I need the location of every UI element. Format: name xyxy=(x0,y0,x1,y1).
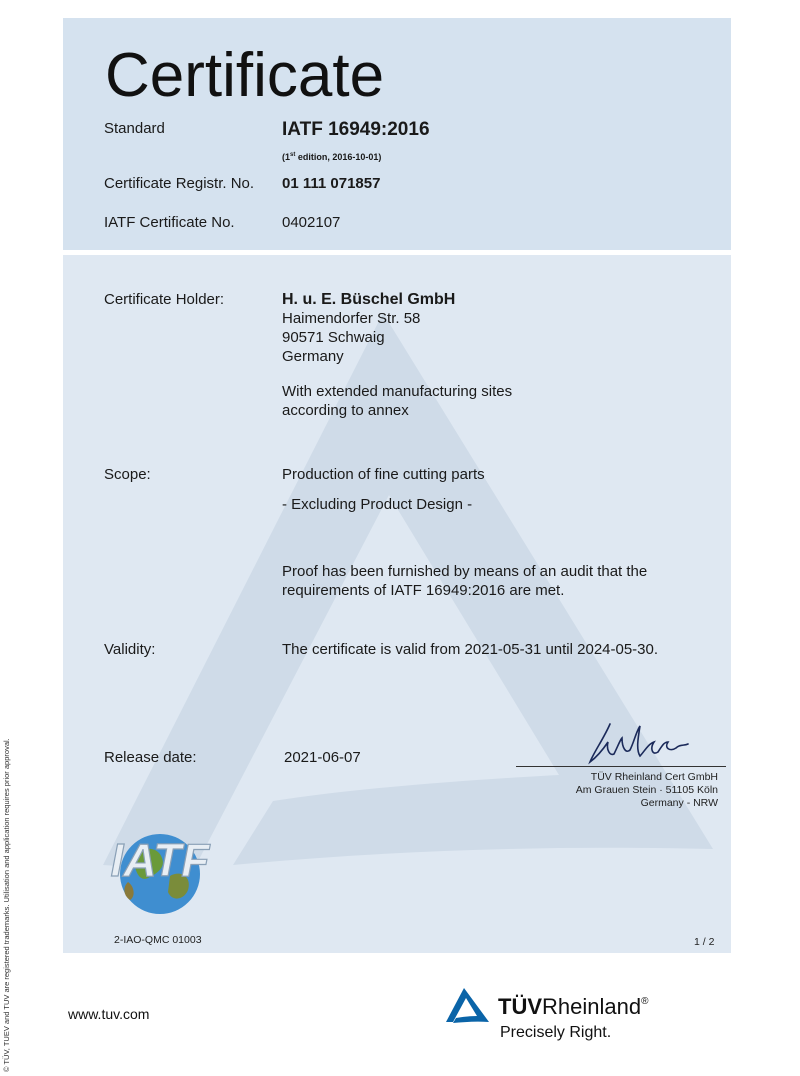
extended-sites: With extended manufacturing sites according to annex xyxy=(282,383,513,419)
holder-label: Certificate Holder: xyxy=(104,291,225,308)
brand-name: TÜVRheinland® xyxy=(498,994,649,1019)
iatf-no-value: 0402107 xyxy=(282,214,341,231)
tuv-triangle-logo-icon xyxy=(444,986,490,1026)
signature-icon xyxy=(584,718,694,768)
holder-country: Germany xyxy=(282,348,344,365)
registr-label: Certificate Registr. No. xyxy=(104,175,255,192)
iatf-logo-text: IATF xyxy=(110,834,210,886)
holder-street: Haimendorfer Str. 58 xyxy=(282,310,421,327)
validity-label: Validity: xyxy=(104,641,156,658)
release-label: Release date: xyxy=(104,749,197,766)
validity-value: The certificate is valid from 2021-05-31 until 2024-05-30. xyxy=(282,641,659,658)
standard-edition: (1st edition, 2016-10-01) xyxy=(282,152,382,162)
standard-value: IATF 16949:2016 xyxy=(282,119,430,140)
certificate-title: Certificate xyxy=(105,41,385,110)
scope-value: Production of fine cutting parts xyxy=(282,466,485,483)
issuer-block xyxy=(576,771,718,810)
scope-label: Scope: xyxy=(104,466,151,483)
proof-text: Proof has been furnished by means of an audit that the requirements of IATF 16949:2016 are met. xyxy=(282,563,648,599)
trademark-note: © TÜV, TUEV and TUV are registered trademarks. Utilisation and application requires prior approval. xyxy=(2,738,11,1072)
issuer-region: Germany - NRW xyxy=(640,797,718,809)
iatf-no-label: IATF Certificate No. xyxy=(104,214,235,231)
holder-block xyxy=(282,290,455,366)
issuer-name: TÜV Rheinland Cert GmbH xyxy=(590,771,718,783)
release-value: 2021-06-07 xyxy=(284,749,361,766)
page-number: 1 / 2 xyxy=(694,936,715,948)
registr-value: 01 111 071857 xyxy=(282,175,381,192)
issuer-address: Am Grauen Stein · 51105 Köln xyxy=(575,784,718,796)
standard-label: Standard xyxy=(104,120,165,137)
signature-line xyxy=(516,766,726,767)
iatf-logo-icon xyxy=(100,816,226,918)
holder-city: 90571 Schwaig xyxy=(282,329,385,346)
scope-exclusion: - Excluding Product Design - xyxy=(282,496,473,513)
brand-slogan: Precisely Right. xyxy=(500,1024,612,1041)
holder-name: H. u. E. Büschel GmbH xyxy=(282,291,456,308)
website-link[interactable]: www.tuv.com xyxy=(68,1006,150,1022)
iatf-code: 2-IAO-QMC 01003 xyxy=(114,934,202,946)
